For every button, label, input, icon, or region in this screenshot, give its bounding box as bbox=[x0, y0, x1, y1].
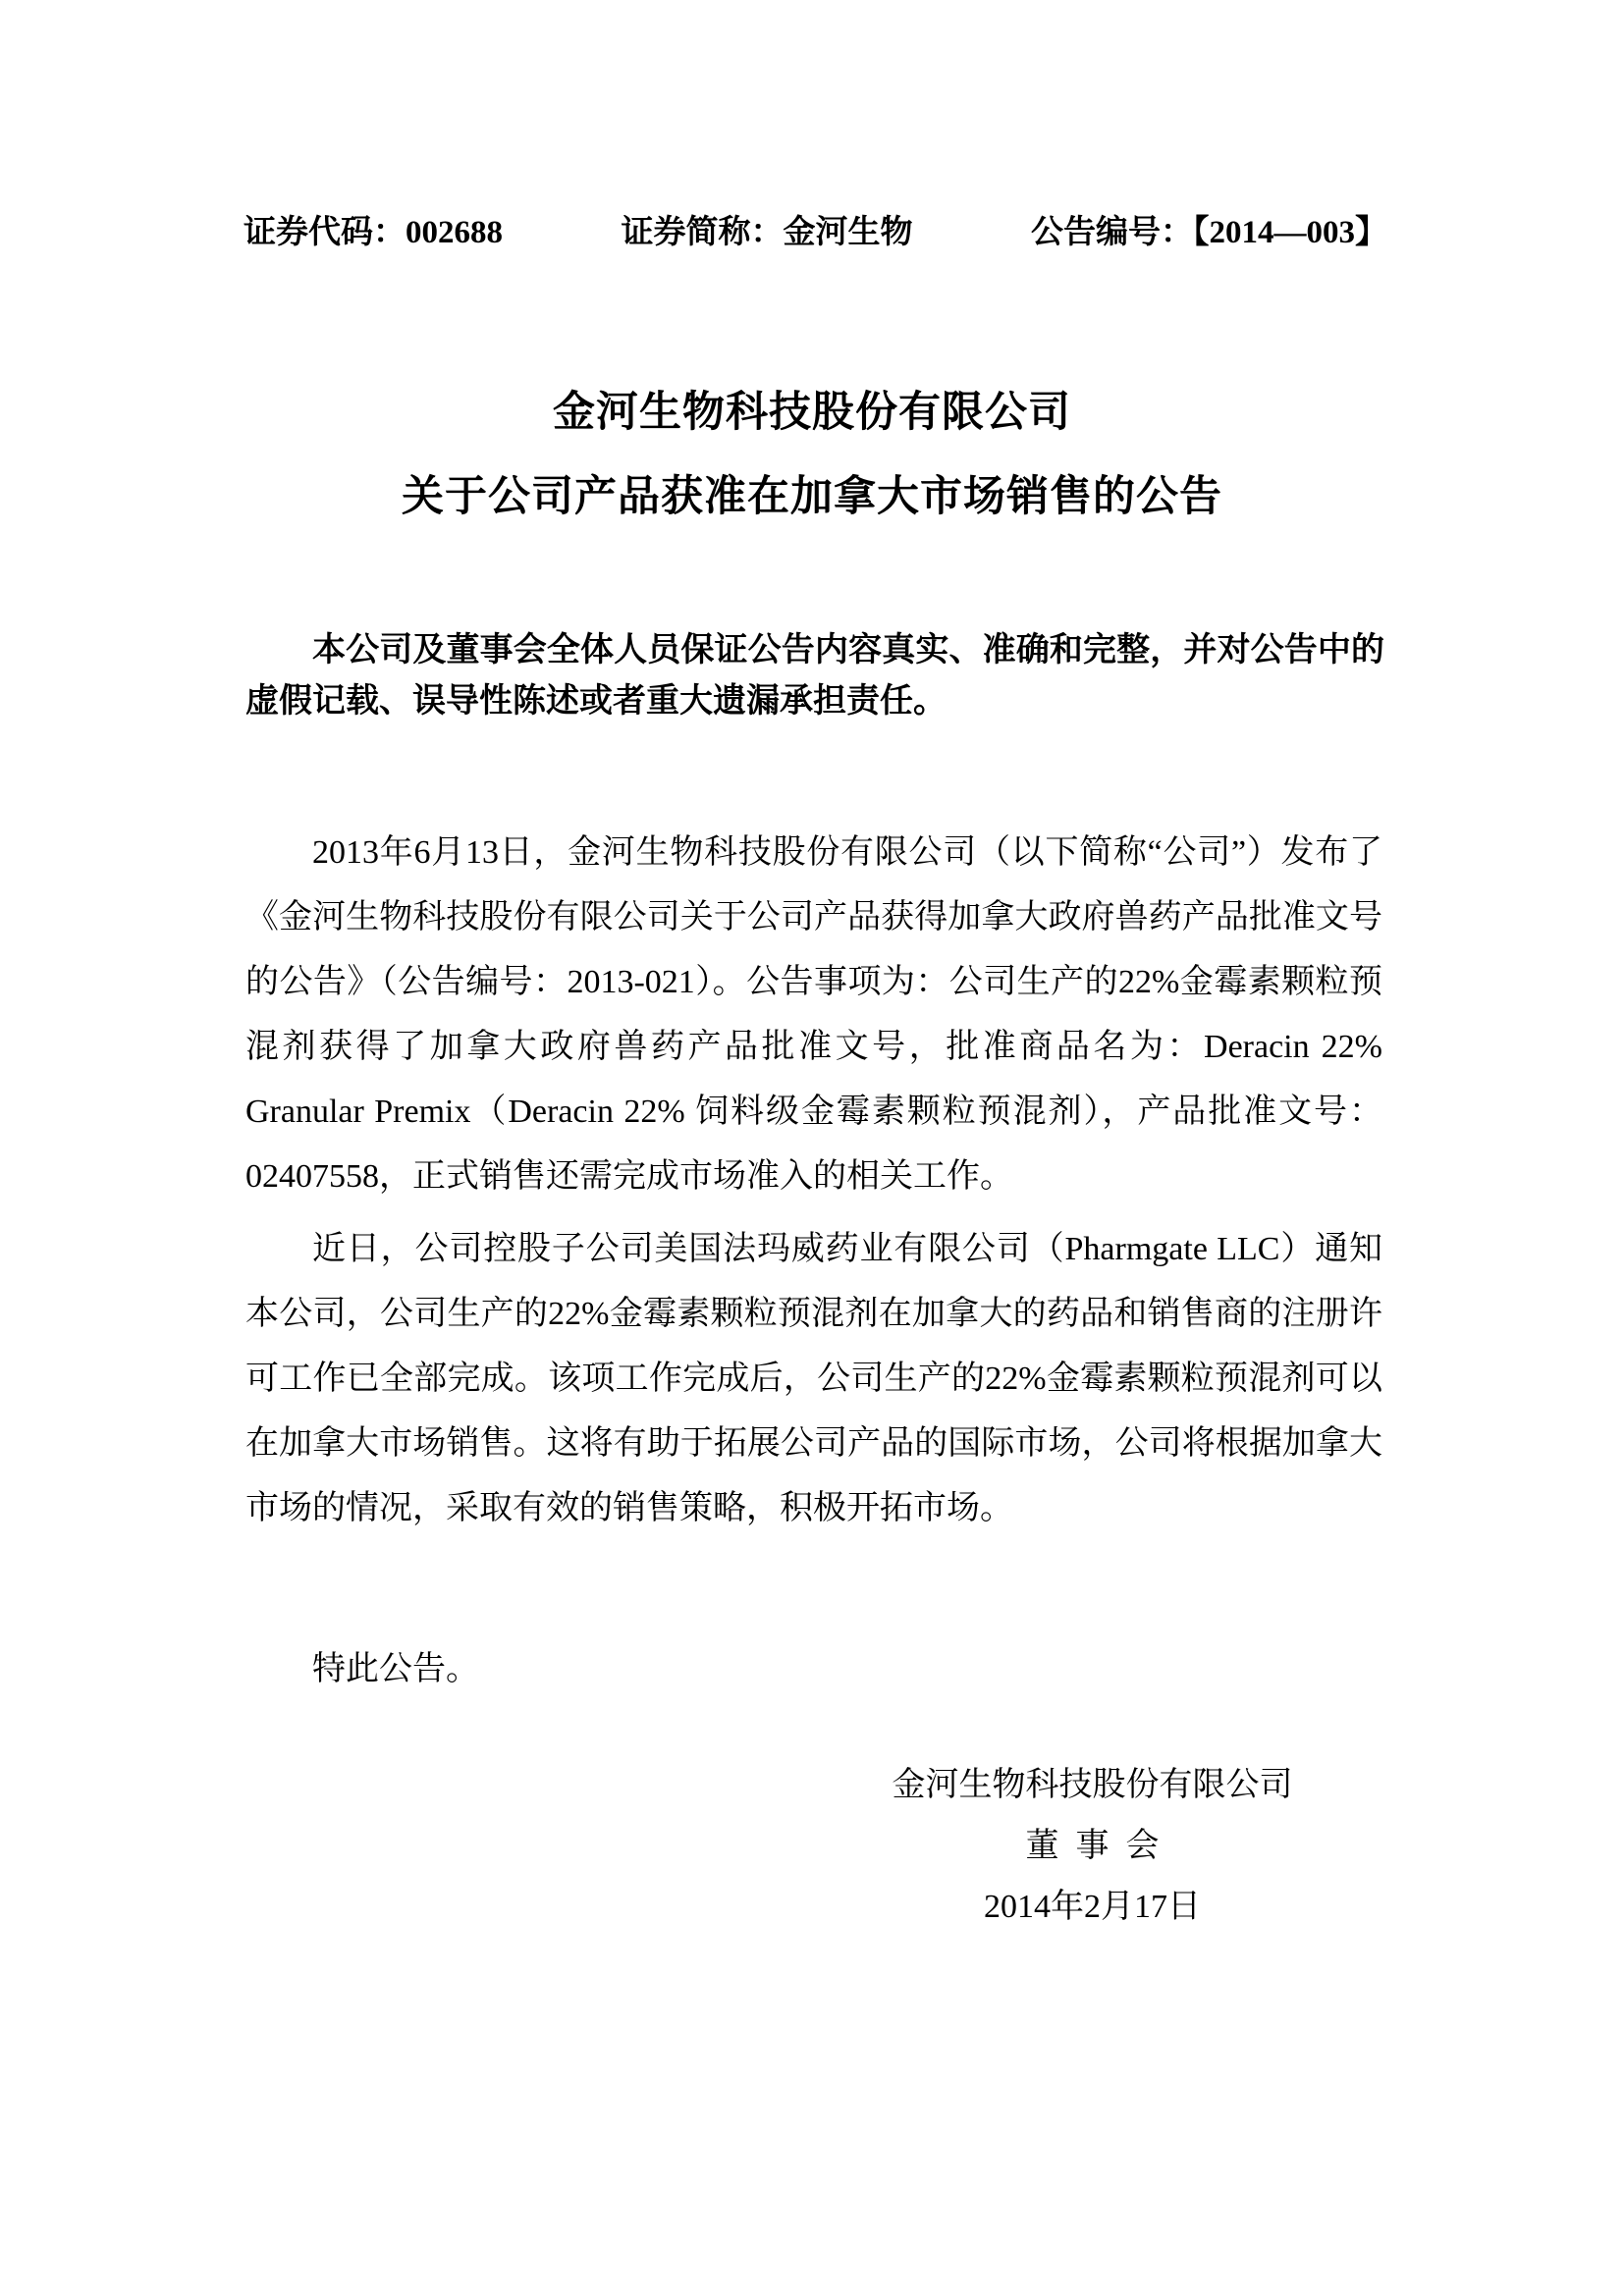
signature-block bbox=[889, 1755, 1296, 1938]
announcement-body bbox=[245, 821, 1382, 1549]
stock-name-label: 证券简称：金河生物 bbox=[621, 215, 913, 250]
closing-line: 特此公告。 bbox=[312, 1651, 479, 1687]
signature-date: 2014年2月17日 bbox=[984, 1889, 1201, 1925]
announcement-subtitle: 关于公司产品获准在加拿大市场销售的公告 bbox=[402, 473, 1222, 520]
signature-board: 董 事 会 bbox=[1025, 1828, 1160, 1864]
announcement-number-label: 公告编号：【2014—003】 bbox=[1031, 215, 1387, 250]
stock-code-label: 证券代码：002688 bbox=[244, 215, 503, 250]
signature-company: 金河生物科技股份有限公司 bbox=[892, 1767, 1293, 1803]
securities-header-row bbox=[244, 206, 1387, 252]
body-paragraph-2: 近日，公司控股子公司美国法玛威药业有限公司（Pharmgate LLC）通知本公司，公司生产的22%金霉素颗粒预混剂在加拿大的药品和销售商的注册许可工作已全部完成。该项工作完成后，公司生产的22%金霉素颗粒预混剂可以在加拿大市场销售。这将有助于拓展公司产品的国际市场，公司将根据加拿大市场的情况，采取有效的销售策略，积极开拓市场。 bbox=[245, 1231, 1382, 1526]
board-statement: 本公司及董事会全体人员保证公告内容真实、准确和完整，并对公告中的虚假记载、误导性陈述或者重大遗漏承担责任。 bbox=[245, 631, 1384, 720]
body-paragraph-1: 2013年6月13日，金河生物科技股份有限公司（以下简称“公司”）发布了《金河生物科技股份有限公司关于公司产品获得加拿大政府兽药产品批准文号的公告》（公告编号：2013-021）。公告事项为：公司生产的22%金霉素颗粒预混剂获得了加拿大政府兽药产品批准文号，批准商品名为：Deracin 22% Granular Premix（Deracin 22% 饲料级金霉素颗粒预混剂），产品批准文号：02407558，正式销售还需完成市场准入的相关工作。 bbox=[245, 834, 1382, 1195]
company-title: 金河生物科技股份有限公司 bbox=[553, 389, 1071, 436]
